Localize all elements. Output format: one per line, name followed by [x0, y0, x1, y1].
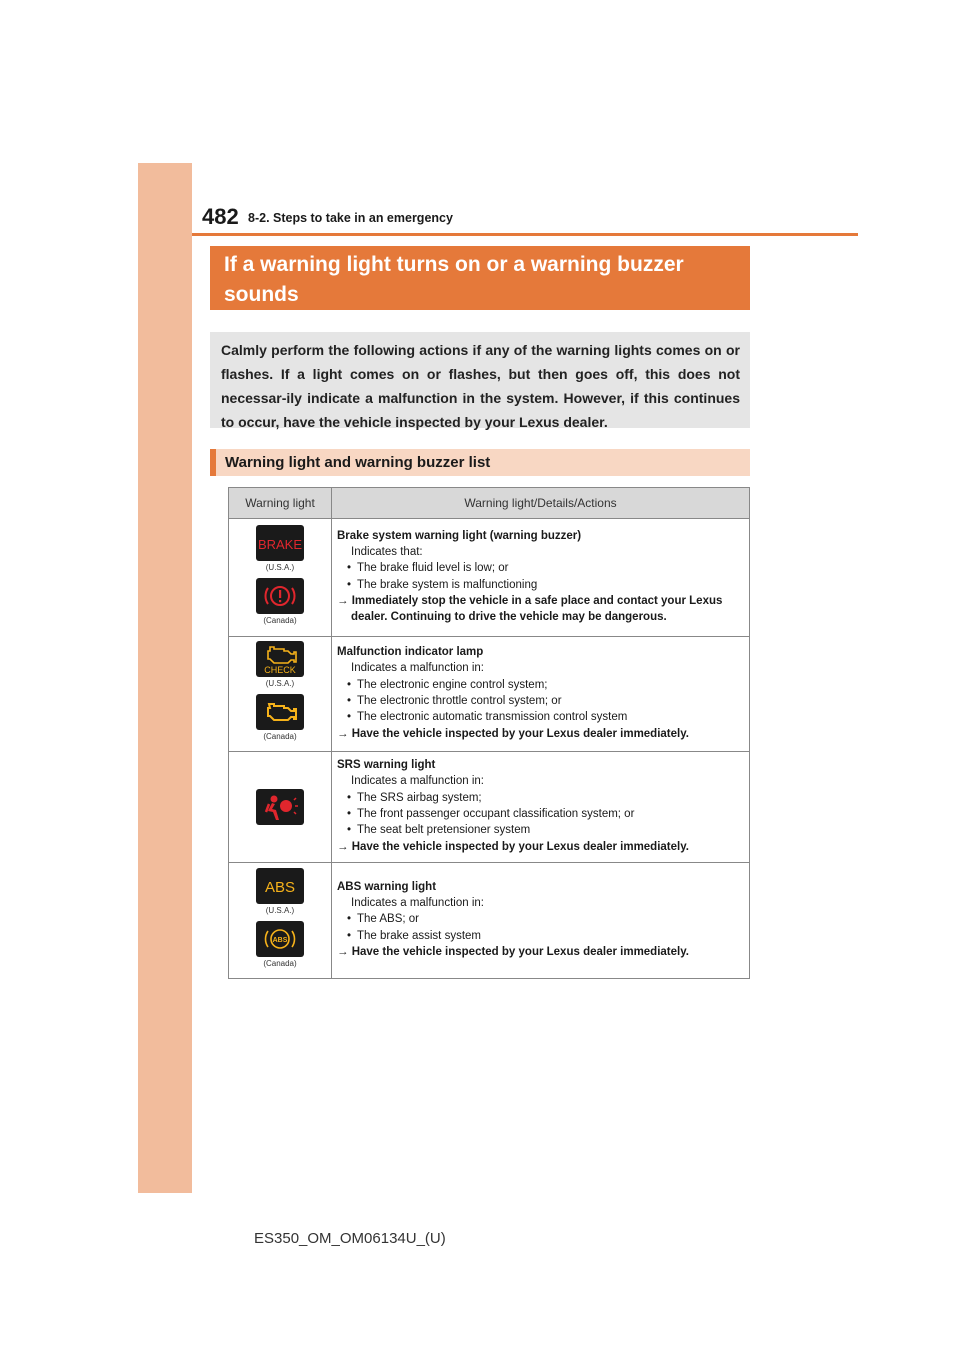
- row-intro: Indicates a malfunction in:: [351, 662, 484, 675]
- row-action: [337, 726, 743, 742]
- column-header-warning-light: Warning light: [229, 488, 332, 519]
- row-title: Brake system warning light (warning buzzer): [337, 529, 582, 542]
- chapter-sidebar: [138, 163, 192, 1193]
- bullet-item: • The seat belt pretensioner system: [337, 822, 743, 838]
- bullet-item: • The front passenger occupant classification system; or: [337, 806, 743, 822]
- arrow: →: [337, 945, 349, 958]
- row-intro: Indicates a malfunction in:: [351, 897, 484, 910]
- row-intro: Indicates that:: [351, 545, 423, 558]
- row-action: [337, 593, 743, 626]
- details-cell: [332, 752, 750, 863]
- icon-cell: [229, 637, 332, 752]
- region-label: (Canada): [263, 958, 297, 968]
- bullet-item: • The brake assist system: [337, 928, 743, 944]
- region-label: (U.S.A.): [265, 679, 295, 688]
- table-row: [229, 519, 750, 637]
- region-label: (Canada): [263, 615, 297, 625]
- region-label: (U.S.A.): [265, 905, 295, 915]
- row-title: SRS warning light: [337, 759, 436, 772]
- row-title: Malfunction indicator lamp: [337, 646, 484, 659]
- action-text: Immediately stop the vehicle in a safe place and contact your Lexus dealer. Continuing to drive the vehicle may be dangerous.: [351, 594, 723, 624]
- engine-icon: [256, 694, 304, 730]
- row-intro: Indicates a malfunction in:: [351, 775, 484, 788]
- brake-icon-text: BRAKE: [257, 536, 303, 552]
- arrow: →: [337, 727, 349, 740]
- icon-cell: [229, 519, 332, 637]
- abs-circle-icon: [256, 921, 304, 957]
- page-title: If a warning light turns on or a warning buzzer sounds: [210, 246, 750, 310]
- document-code: ES350_OM_OM06134U_(U): [254, 1230, 446, 1247]
- row-title: ABS warning light: [337, 880, 437, 893]
- arrow: →: [337, 594, 349, 607]
- abs-circle-text: ABS: [272, 936, 288, 944]
- table-row: [229, 863, 750, 979]
- bullet-item: • The electronic throttle control system; or: [337, 693, 743, 709]
- intro-text: Calmly perform the following actions if any of the warning lights comes on or flashes. If a light comes on or flashes, but then goes off, this does not necessar-ily indicate a malfunction in the system. However, if this continues to occur, have the vehicle inspected by your Lexus dealer.: [210, 332, 750, 428]
- bullet-item: • The ABS; or: [337, 911, 743, 927]
- table-header-row: [229, 488, 750, 519]
- details-cell: [332, 863, 750, 979]
- table-row: [229, 752, 750, 863]
- brake-text-icon: [256, 525, 304, 561]
- brake-circle-icon: [256, 578, 304, 614]
- icon-cell: [229, 863, 332, 979]
- icon-cell: [229, 752, 332, 863]
- check-engine-icon: [256, 641, 304, 677]
- action-text: Have the vehicle inspected by your Lexus dealer immediately.: [351, 727, 689, 740]
- details-cell: [332, 519, 750, 637]
- row-action: [337, 839, 743, 855]
- section-title: 8-2. Steps to take in an emergency: [248, 211, 453, 225]
- details-cell: [332, 637, 750, 752]
- arrow: →: [337, 840, 349, 853]
- column-header-details: Warning light/Details/Actions: [332, 488, 750, 519]
- bullet-item: • The SRS airbag system;: [337, 790, 743, 806]
- abs-icon-text: ABS: [264, 878, 296, 896]
- bullet-item: • The electronic automatic transmission control system: [337, 709, 743, 725]
- srs-airbag-icon: [256, 789, 304, 825]
- subheading: Warning light and warning buzzer list: [210, 449, 750, 476]
- row-action: [337, 944, 743, 960]
- warning-light-table: [228, 487, 750, 979]
- action-text: Have the vehicle inspected by your Lexus dealer immediately.: [351, 945, 689, 958]
- page-number: 482: [202, 204, 239, 229]
- region-label: (Canada): [263, 732, 297, 741]
- bullet-item: • The electronic engine control system;: [337, 677, 743, 693]
- bullet-item: • The brake fluid level is low; or: [337, 560, 743, 576]
- abs-text-icon: [256, 868, 304, 904]
- region-label: (U.S.A.): [265, 562, 295, 572]
- header-rule: [192, 233, 858, 236]
- table-row: [229, 637, 750, 752]
- action-text: Have the vehicle inspected by your Lexus dealer immediately.: [351, 840, 689, 853]
- check-icon-text: CHECK: [264, 665, 296, 675]
- bullet-item: • The brake system is malfunctioning: [337, 577, 743, 593]
